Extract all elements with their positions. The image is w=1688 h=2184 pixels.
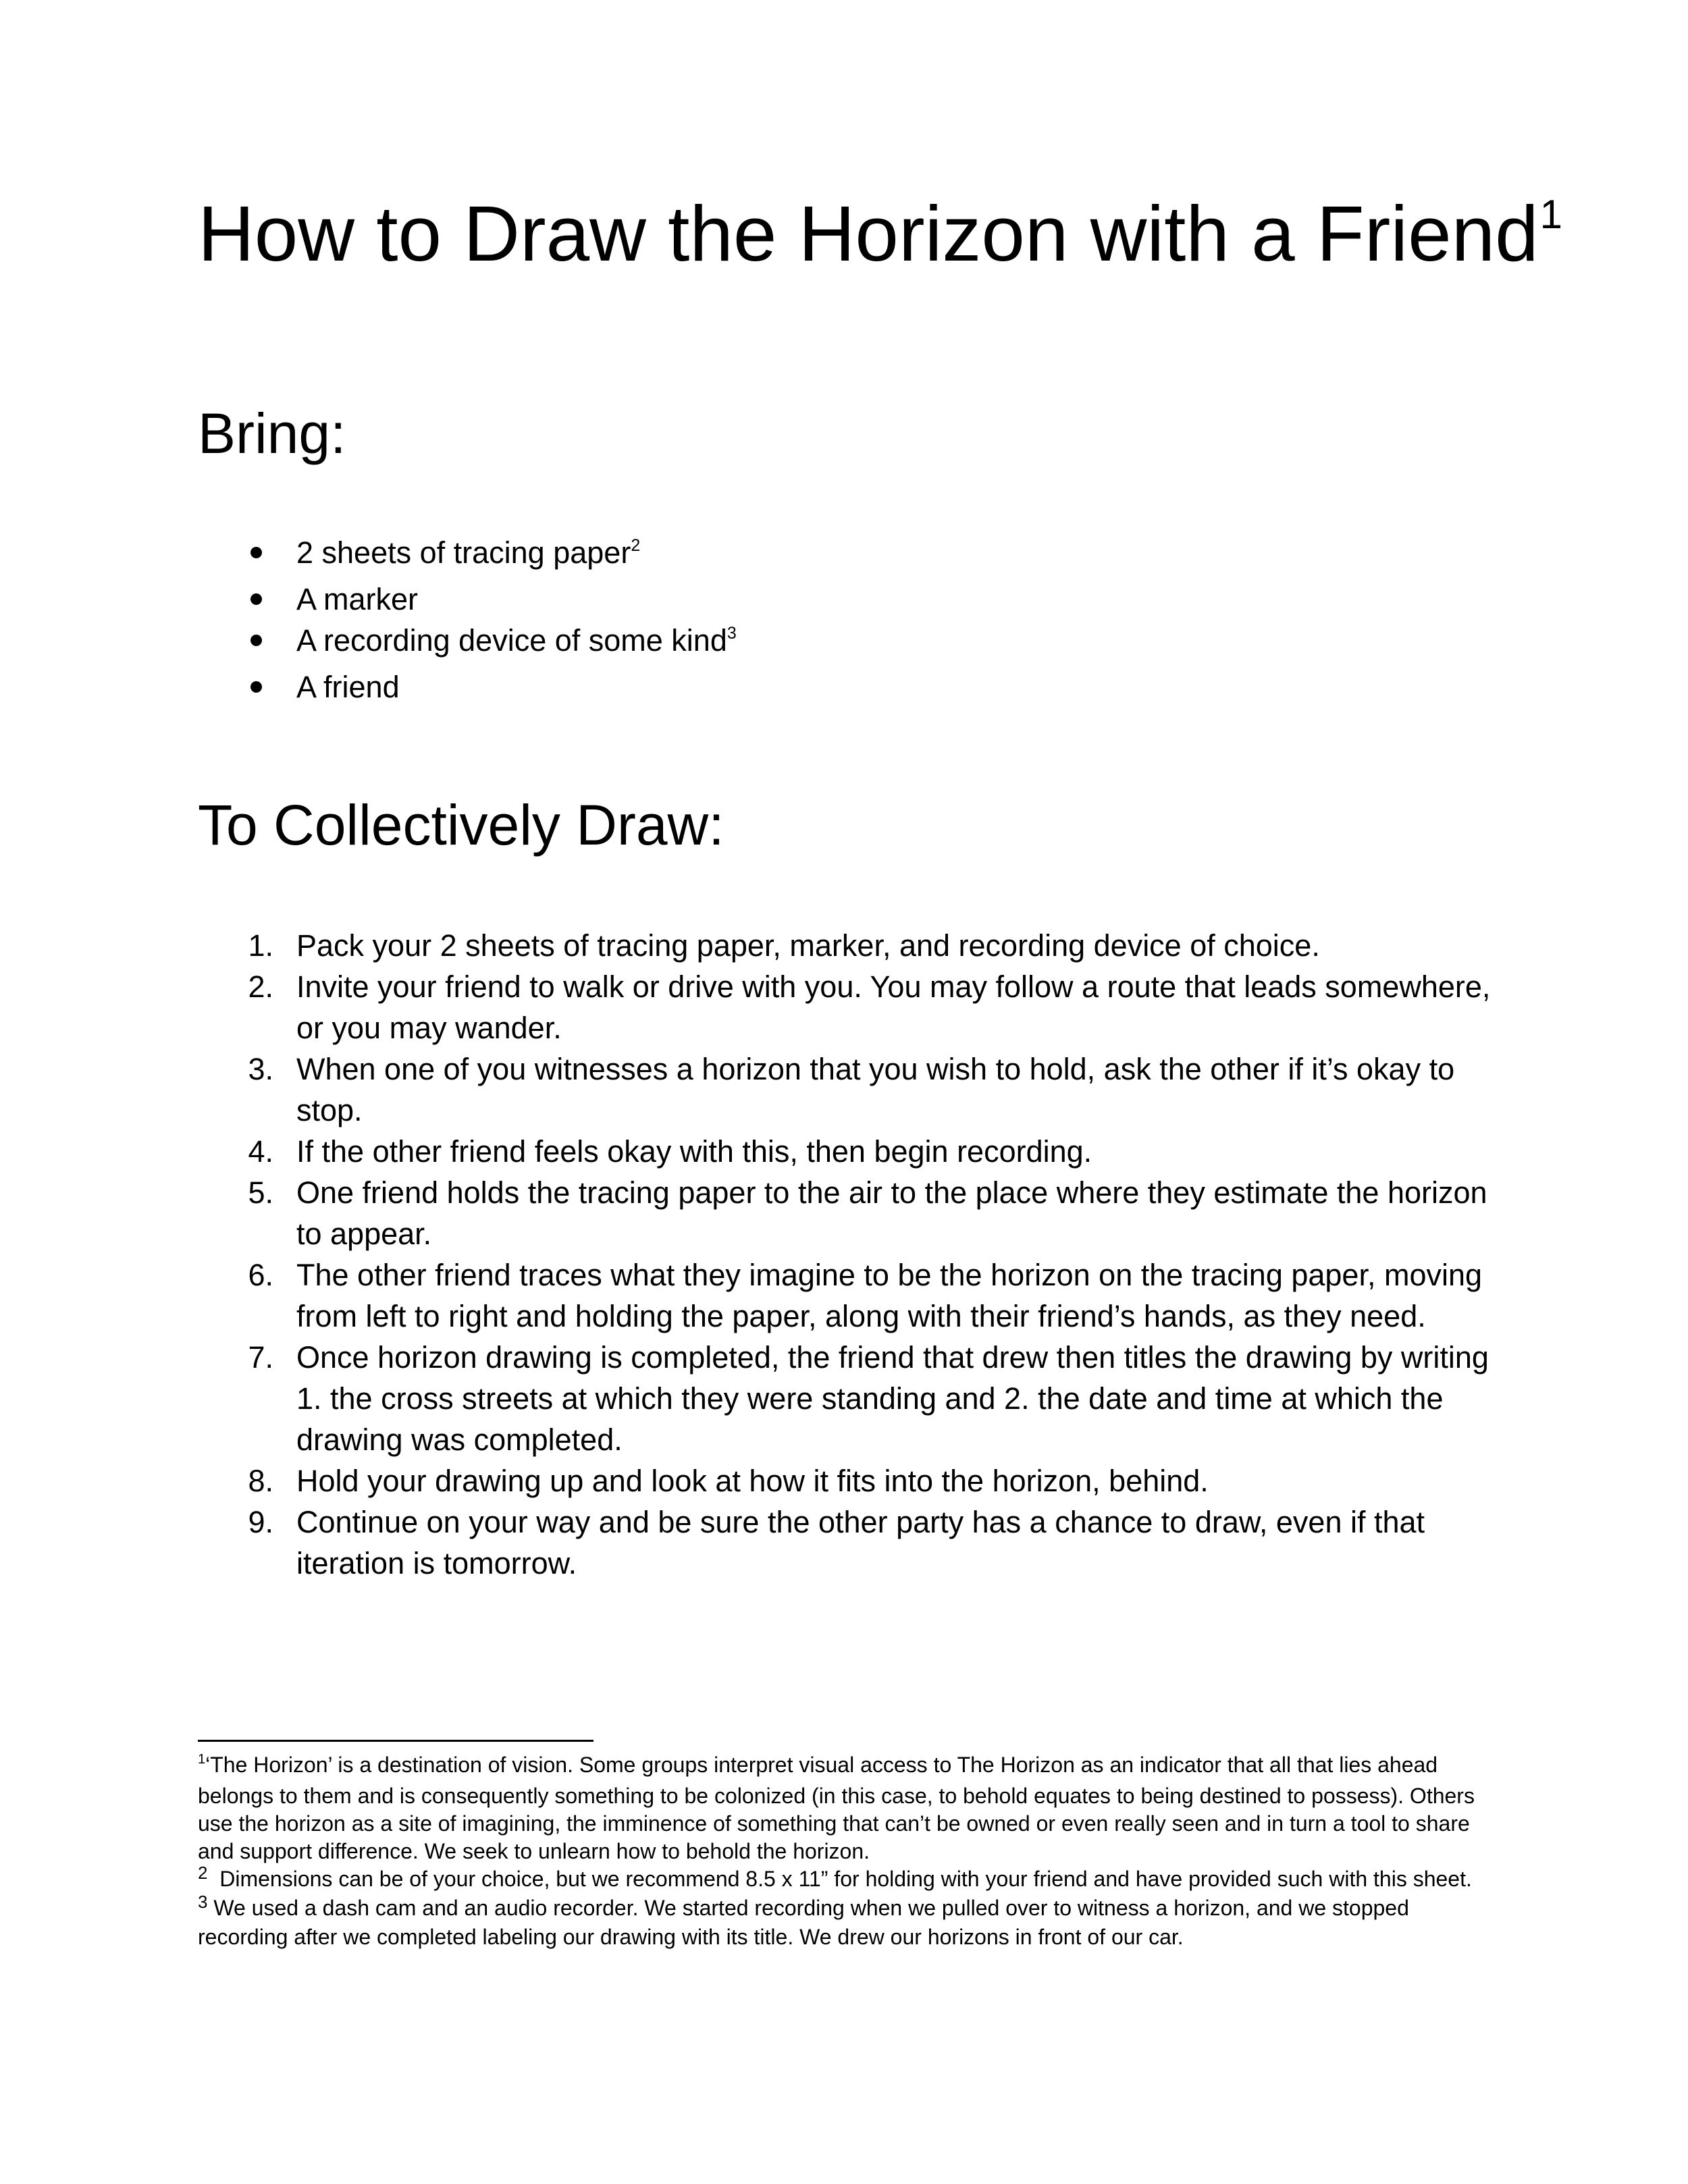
bullet-icon <box>250 547 262 558</box>
footnote-2 <box>198 1865 1501 1894</box>
title-footnote-ref[interactable]: 1 <box>1539 192 1563 237</box>
list-item <box>198 925 1501 966</box>
bullet-icon <box>250 635 262 646</box>
bullet-icon <box>250 681 262 693</box>
step-number: 8. <box>248 1464 273 1498</box>
list-item <box>198 532 737 579</box>
step-text: The other friend traces what they imagine to be the horizon on the tracing paper, moving from left to right and holding the paper, along with their friend’s hands, as they need. <box>296 1258 1483 1333</box>
draw-heading: To Collectively Draw: <box>198 793 724 857</box>
list-item <box>198 1254 1501 1337</box>
step-text: Hold your drawing up and look at how it fits into the horizon, behind. <box>296 1464 1209 1498</box>
step-number: 9. <box>248 1505 273 1539</box>
step-number: 3. <box>248 1052 273 1086</box>
bring-item-text: A marker <box>296 582 419 616</box>
bring-heading: Bring: <box>198 402 346 465</box>
list-item <box>198 966 1501 1048</box>
step-text: Continue on your way and be sure the other party has a chance to draw, even if that iteration is tomorrow. <box>296 1505 1425 1580</box>
page-title <box>198 190 1563 277</box>
footnote-ref[interactable]: 2 <box>631 536 641 555</box>
footnotes <box>198 1751 1501 1951</box>
bring-item-text: A recording device of some kind <box>296 623 727 658</box>
list-item <box>198 1048 1501 1131</box>
step-text: Pack your 2 sheets of tracing paper, marker, and recording device of choice. <box>296 928 1320 963</box>
step-text: Once horizon drawing is completed, the friend that drew then titles the drawing by writing 1. the cross streets at which they were standing and 2. the date and time at which the drawing was completed. <box>296 1340 1489 1457</box>
bring-item-text: A friend <box>296 670 400 704</box>
list-item <box>198 666 737 708</box>
list-item <box>198 1501 1501 1584</box>
footnote-3 <box>198 1894 1501 1951</box>
step-number: 7. <box>248 1340 273 1375</box>
bullet-icon <box>250 593 262 605</box>
step-text: Invite your friend to walk or drive with you. You may follow a route that leads somewhere, or you may wander. <box>296 969 1491 1045</box>
step-text: One friend holds the tracing paper to the air to the place where they estimate the horizon to appear. <box>296 1175 1487 1251</box>
list-item <box>198 579 737 620</box>
step-text: If the other friend feels okay with this, then begin recording. <box>296 1134 1092 1169</box>
step-number: 6. <box>248 1258 273 1292</box>
step-number: 4. <box>248 1134 273 1169</box>
footnote-text: We used a dash cam and an audio recorder. We started recording when we pulled over to witness a horizon, and we stopped recording after we completed labeling our drawing with its title. We drew our horizons in front of our car. <box>198 1896 1409 1949</box>
steps-list <box>198 925 1501 1584</box>
footnote-text: Dimensions can be of your choice, but we recommend 8.5 x 11” for holding with your friend and have provided such with this sheet. <box>207 1867 1472 1891</box>
list-item <box>198 1337 1501 1460</box>
bring-item-text: 2 sheets of tracing paper <box>296 535 631 570</box>
footnote-ref[interactable]: 3 <box>727 624 737 643</box>
bring-list <box>198 532 737 708</box>
footnote-number: 3 <box>198 1892 208 1912</box>
list-item <box>198 1172 1501 1254</box>
footnote-separator <box>198 1740 594 1742</box>
footnote-1 <box>198 1751 1501 1865</box>
footnote-text: ‘The Horizon’ is a destination of vision. Some groups interpret visual access to The Horizon as an indicator that all that lies ahead belongs to them and is consequently something to be colonized (in this case, to behold equates to being destined to possess). Others use the horizon as a site of imagining, the imminence of something that can’t be owned or even really seen and in turn a tool to share and support difference. We seek to unlearn how to behold the horizon. <box>198 1753 1475 1863</box>
title-text: How to Draw the Horizon with a Friend <box>198 190 1539 277</box>
step-number: 2. <box>248 969 273 1004</box>
list-item <box>198 1460 1501 1501</box>
footnote-number: 2 <box>198 1863 208 1883</box>
list-item <box>198 620 737 666</box>
step-number: 1. <box>248 928 273 963</box>
list-item <box>198 1131 1501 1172</box>
step-number: 5. <box>248 1175 273 1210</box>
footnote-number: 1 <box>198 1752 206 1767</box>
step-text: When one of you witnesses a horizon that you wish to hold, ask the other if it’s okay to stop. <box>296 1052 1455 1127</box>
